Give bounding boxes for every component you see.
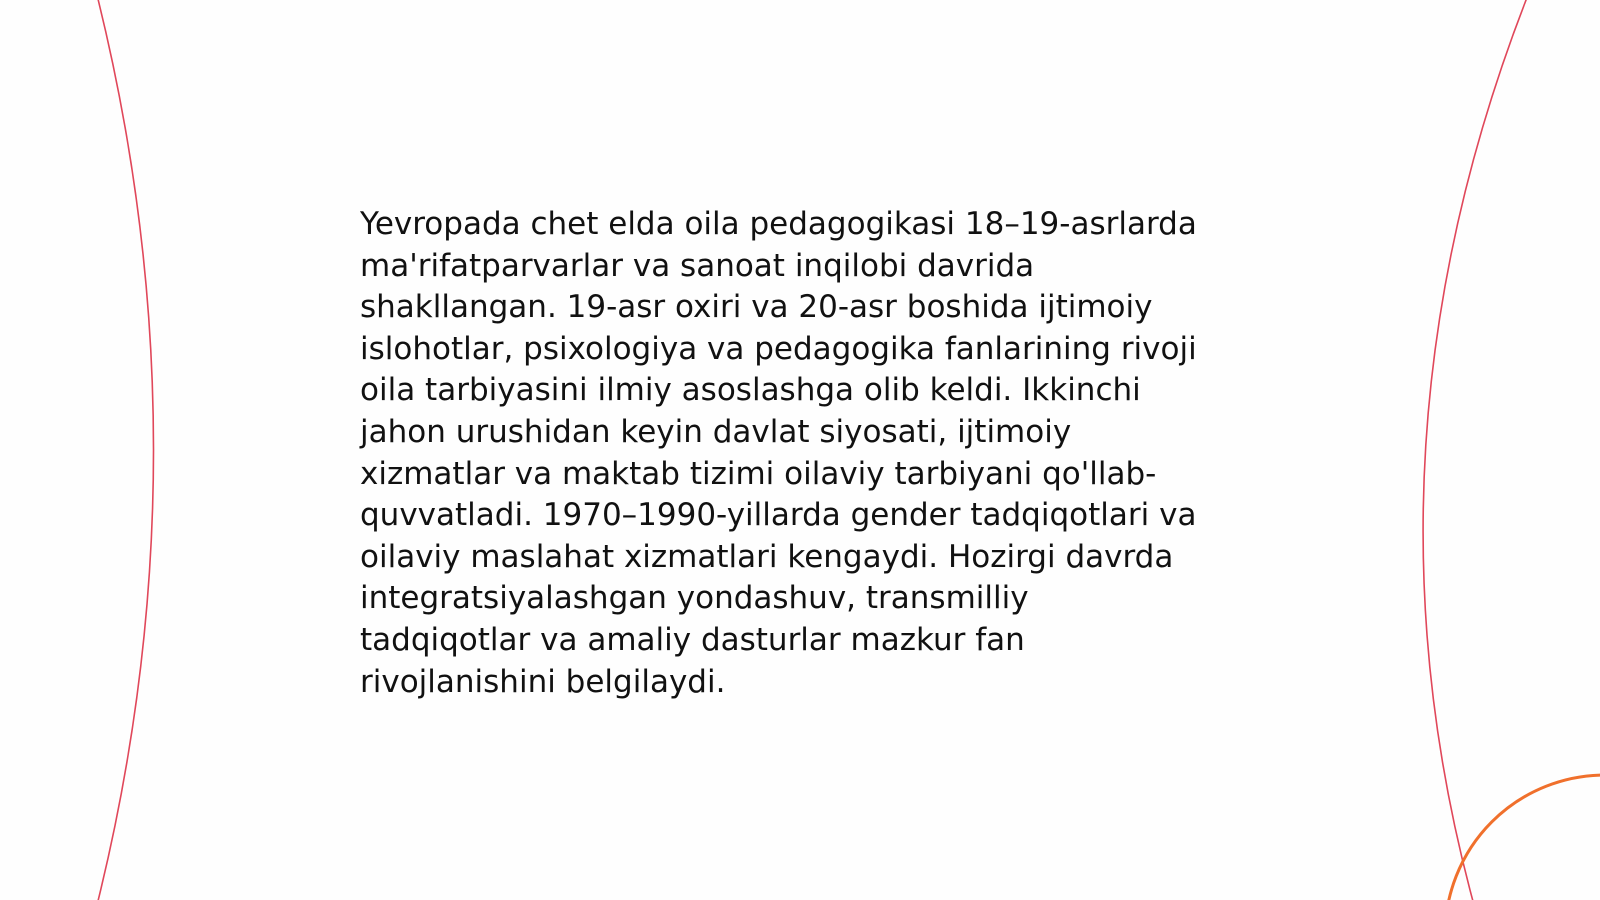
slide-body-text: Yevropada chet elda oila pedagogikasi 18–19-asrlarda ma'rifatparvarlar va sanoat inqilobi davrida shakllangan. 19-asr oxiri va 20-asr boshida ijtimoiy islohotlar, psixologiya va pedagogika fanlarining rivoji oila tarbiyasini ilmiy asoslashga olib keldi. Ikkinchi jahon urushidan keyin davlat siyosati, ijtimoiy xizmatlar va maktab tizimi oilaviy tarbiyani qo'llab- quvvatladi. 1970–1990-yillarda gender tadqiqotlari va oilaviy maslahat xizmatlari kengaydi. Hozirgi davrda integratsiyalashgan yondashuv, transmilliy tadqiqotlar va amaliy dasturlar mazkur fan rivojlanishini belgilaydi.	[360, 206, 1197, 700]
left-curve	[97, 0, 154, 900]
right-curve	[1423, 0, 1528, 900]
